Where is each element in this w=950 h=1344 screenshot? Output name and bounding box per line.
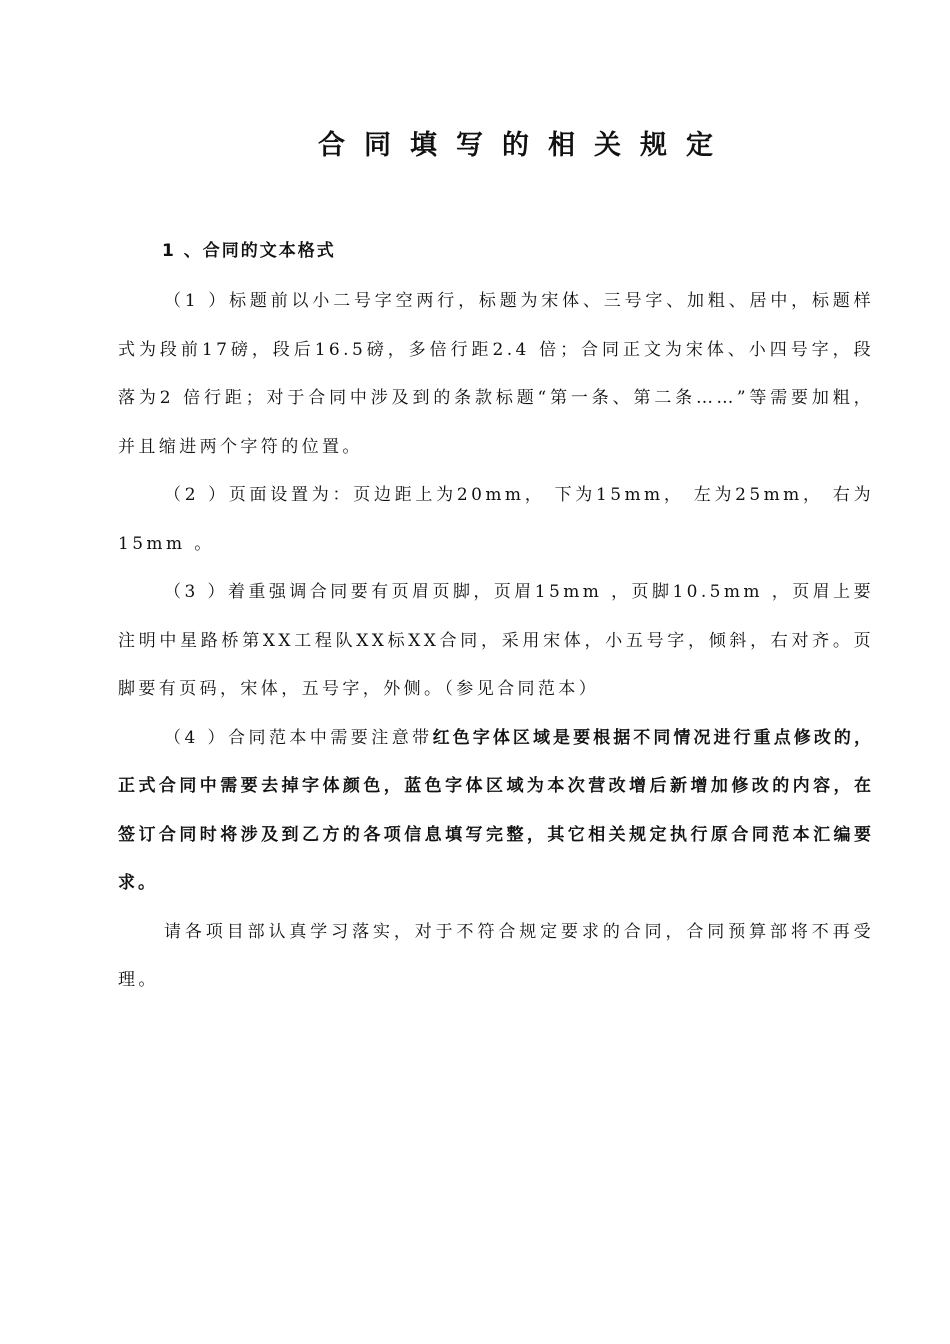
document-body — [118, 231, 874, 1005]
paragraph-template-notes-lead: （4 ）合同范本中需要注意带 — [164, 727, 433, 748]
paragraph-closing-notice: 请各项目部认真学习落实，对于不符合规定要求的合同，合同预算部将不再受理。 — [118, 921, 874, 990]
paragraph-title-format: （1 ）标题前以小二号字空两行，标题为宋体、三号字、加粗、居中，标题样式为段前17磅，段后16.5磅，多倍行距2.4 倍；合同正文为宋体、小四号字，段落为2 倍行距；对于合同中涉及到的条款标题“第一条、第二条……”等需要加粗，并且缩进两个字符的位置。 — [118, 291, 874, 457]
section-heading: 1 、合同的文本格式 — [162, 241, 336, 261]
paragraph-template-notes-emphasis: 红色字体区域是要根据不同情况进行重点修改的，正式合同中需要去掉字体颜色，蓝色字体区域为本次营改增后新增加修改的内容，在签订合同时将涉及到乙方的各项信息填写完整，其它相关规定执行原合同范本汇编要求。 — [118, 727, 874, 893]
paragraph-template-notes — [118, 714, 874, 908]
document-title: 合同填写的相关规定 — [318, 130, 732, 161]
paragraph-page-setup: （2 ）页面设置为：页边距上为20mm， 下为15mm， 左为25mm， 右为15mm 。 — [118, 485, 874, 554]
paragraph-header-footer: （3 ）着重强调合同要有页眉页脚，页眉15mm ，页脚10.5mm ，页眉上要注明中星路桥第XX工程队XX标XX合同，采用宋体，小五号字，倾斜，右对齐。页脚要有页码，宋体，五号字，外侧。（参见合同范本） — [118, 582, 874, 699]
